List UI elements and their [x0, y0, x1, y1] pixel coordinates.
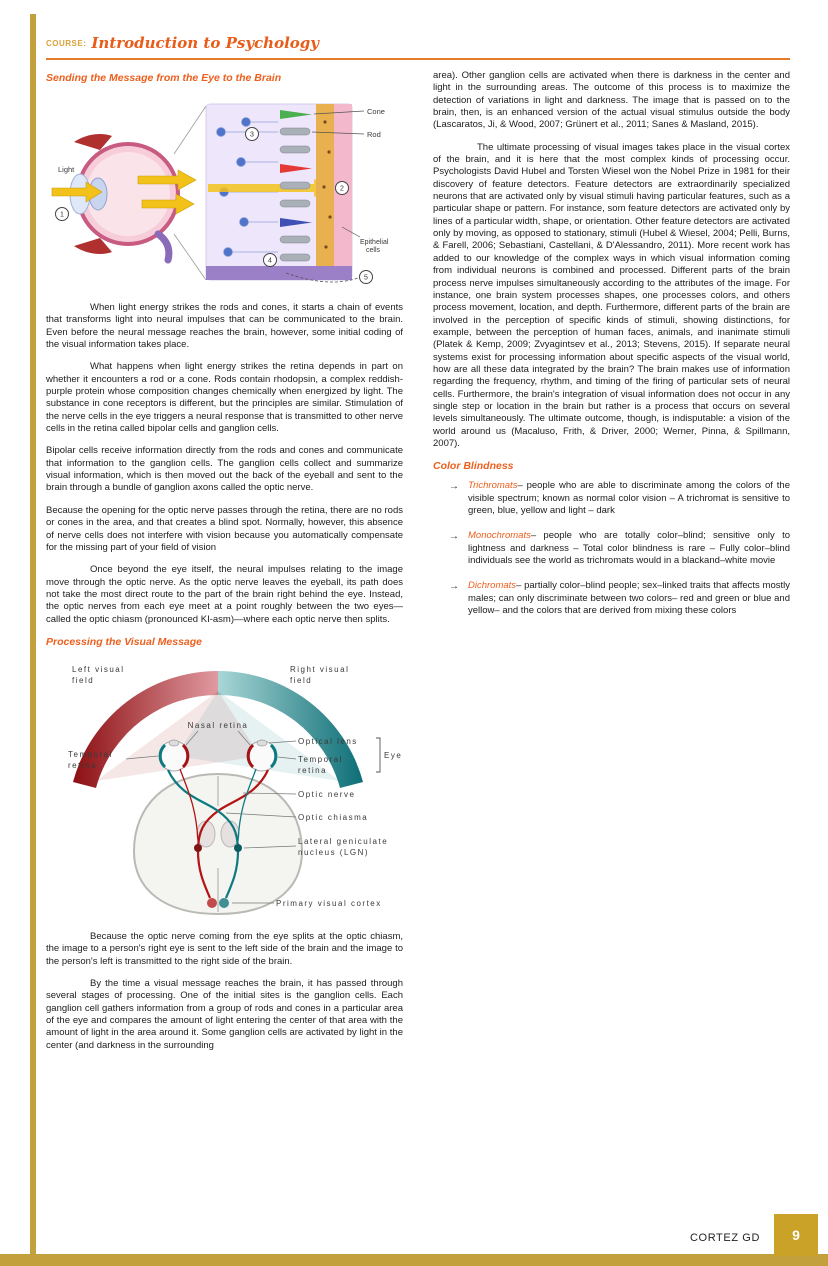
- step-2-badge: [336, 182, 349, 195]
- paragraph: Because the opening for the optic nerve passes through the retina, there are no rods or cones in the area, and that creates a blind spot. Normally, however, this absence of nerve cells does not interfere with vision because you automatically compensate for the missing part of your field of vision: [46, 504, 403, 553]
- visual-cortex-left: [207, 898, 217, 908]
- arrow-bullet-icon: →: [449, 581, 459, 593]
- label-left-visual-field-1: Left visual: [72, 664, 125, 674]
- zoom-line-bottom: [174, 234, 206, 280]
- label-optic-chiasma: Optic chiasma: [298, 812, 369, 822]
- label-temporal-right-2: retina: [298, 765, 328, 775]
- epithelial-band: [316, 104, 334, 280]
- paragraph: Bipolar cells receive information directly from the rods and cones and communicate that information to the ganglion cells. The ganglion cells collect and summarize visual information, which is then moved out the back of the eyeball and sent to the brain through a bundle of ganglion axons called the optic nerve.: [46, 445, 403, 494]
- arrow-bullet-icon: →: [449, 481, 459, 493]
- figure-label-light: Light: [58, 165, 75, 174]
- section-heading-processing: Processing the Visual Message: [46, 635, 203, 648]
- figure-label-epithelial-1: Epithelial: [360, 239, 389, 246]
- course-label: COURSE:: [46, 39, 87, 48]
- figure-eye-retina: [46, 92, 403, 292]
- right-eye: [247, 740, 277, 771]
- list-item-text: [468, 530, 790, 567]
- label-optic-nerve: Optic nerve: [298, 789, 356, 799]
- zoom-line-top: [174, 106, 206, 154]
- optic-nerve-stub: [158, 234, 169, 260]
- step-4-badge: [264, 254, 277, 267]
- gold-bottom-rule: [0, 1254, 828, 1266]
- definition-text: – people who are able to discriminate among the colors of the visible spectrum; known as normal color vision – A trichromat is sensitive to green, blue, yellow and light – dark: [468, 480, 790, 516]
- definition-text: – partially color–blind people; sex–linked traits that affects mostly males; can only discriminate between two colors– red and green or blue and yellow– and the colors that are derived from mixing these colors: [468, 580, 790, 617]
- label-optical-lens: Optical lens: [298, 736, 358, 746]
- lgn-left: [194, 844, 202, 852]
- right-column: [433, 70, 790, 1062]
- svg-text:3: 3: [250, 131, 254, 139]
- page-number: 9: [792, 1227, 800, 1243]
- list-item-text: [468, 580, 790, 617]
- list-item-text: [468, 480, 790, 517]
- page-number-badge: [774, 1214, 818, 1256]
- eye-retina-diagram: [46, 92, 402, 292]
- section-heading-color-blindness: Color Blindness: [433, 460, 514, 473]
- label-primary-visual-cortex: Primary visual cortex: [276, 898, 382, 908]
- svg-text:5: 5: [364, 274, 368, 282]
- svg-text:1: 1: [60, 211, 64, 219]
- brain-outline: [134, 774, 302, 914]
- paragraph: What happens when light energy strikes the retina depends in part on whether it encounters a rod or a cone. Rods contain rhodopsin, a complex reddish-purple protein whose composition changes chemically when energized by light. The substance in cone receptors is different, but the principles are similar. Stimulation of the nerve cells in the eye triggers a neural response that is transmitted to other nerve cells in the retina called bipolar cells and ganglion cells.: [46, 361, 403, 435]
- list-item: [433, 580, 790, 617]
- figure-label-cone: Cone: [367, 107, 385, 116]
- svg-text:4: 4: [268, 257, 272, 265]
- retina-zoom-panel: [206, 104, 352, 280]
- eye-bracket: [376, 738, 380, 772]
- list-item: [433, 480, 790, 517]
- visual-pathway-diagram: [46, 656, 402, 921]
- definition-text: – people who are totally color–blind; sensitive only to lightness and darkness – Total color blindness is rare – Fully color–blind individuals see the world as trichromats would in a blackand–white movie: [468, 530, 790, 567]
- paragraph: By the time a visual message reaches the brain, it has passed through several stages of processing. One of the initial sites is the ganglion cells. Each ganglion cell gathers information from a group of rods and cones in a particular area of the eye and compares the amount of light entering the center of that area with the amount of light in the area around it. Some ganglion cells are activated by light in the center (and darkness in the surrounding: [46, 977, 403, 1051]
- step-3-badge: [246, 128, 259, 141]
- page-header: [46, 34, 790, 60]
- step-1-badge: [56, 208, 69, 221]
- label-temporal-left-2: retina: [68, 760, 98, 770]
- footer-author: CORTEZ GD: [690, 1232, 760, 1244]
- left-column: [46, 70, 403, 1062]
- lgn-right: [234, 844, 242, 852]
- paragraph: area). Other ganglion cells are activated when there is darkness in the center and light in the surrounding areas. The outcome of this process is to maximize the detection of variations in light and darkness. The image that is passed on to the brain, then, is an enhanced version of the actual visual stimulus outside the body (Lascaratos, Ji, & Wood, 2007; Grünert et al., 2011; Sanes & Masland, 2015).: [433, 70, 790, 131]
- label-lgn-2: nucleus (LGN): [298, 847, 370, 857]
- figure-label-rod: Rod: [367, 130, 381, 139]
- arrow-bullet-icon: →: [449, 531, 459, 543]
- figure-visual-pathway: [46, 656, 403, 921]
- step-5-badge: [360, 271, 373, 284]
- label-right-visual-field-1: Right visual: [290, 664, 350, 674]
- content-columns: [46, 70, 790, 1062]
- term-dichromats: Dichromats: [468, 580, 517, 592]
- label-lgn-1: Lateral geniculate: [298, 836, 389, 846]
- section-heading-eye-to-brain: Sending the Message from the Eye to the Brain: [46, 72, 282, 84]
- visual-cortex-right: [219, 898, 229, 908]
- term-monochromats: Monochromats: [468, 530, 531, 542]
- nerve-fiber-band: [206, 266, 352, 280]
- label-nasal-retina: Nasal retina: [187, 720, 249, 730]
- photoreceptor-layer: [280, 110, 312, 261]
- list-item: [433, 530, 790, 567]
- course-title: Introduction to Psychology: [91, 34, 319, 52]
- label-left-visual-field-2: field: [72, 675, 95, 685]
- paragraph: The ultimate processing of visual images takes place in the visual cortex of the brain, and it is here that the most complex kinds of processing occur. Psychologists David Hubel and Torsten Wiesel won the Nobel Prize in 1981 for their discovery of feature detectors. Feature detectors are extraordinarily specialized neurons that are activated only by visual stimuli having particular features, such as a particular shape or pattern. For instance, som feature detectors are activated only by lines of a particular width, shape, or orientation. Other feature detectors are activated only by moving, as opposed to stationary, stimuli (Hubel & Wiesel, 2004; Pelli, Burns, & Farell, 2006; Sebastiani, Castellani, & D'Alessandro, 2011). More recent work has added to our knowledge of the complex ways in which visual information coming from individual neurons is combined and processed. Different parts of the brain process nerve impulses simultaneously according to the attributes of the image. For instance, one brain system processes shapes, one processes colors, and others process movement, location, and depth. Furthermore, different parts of the brain are involved in the perception of specific kinds of stimuli, showing distinctions, for example, between the perception of human faces, animals, and inanimate stimuli (Platek & Kemp, 2009; Zvyagintsev et al., 2013; Stevens, 2015). If separate neural systems exist for processing information about specific aspects of the visual world, how are all these data integrated by the brain? The brain makes use of information regarding the frequency, rhythm, and timing of the firing of particular sets of neural cells. Furthermore, the brain's integration of visual information does not occur in any single step or location in the brain but rather is a process that occurs on several levels simultaneously. The ultimate outcome, though, is indisputable: a vision of the world around us (Macaluso, Frith, & Driver, 2000; Werner, Pinna, & Spillmann, 2007).: [433, 141, 790, 449]
- color-blindness-list: [433, 480, 790, 617]
- gold-left-rule: [30, 14, 36, 1254]
- label-eye: Eye: [384, 750, 402, 760]
- svg-text:2: 2: [340, 185, 344, 193]
- paragraph: Once beyond the eye itself, the neural impulses relating to the image move through the optic nerve. As the optic nerve leaves the eyeball, its path does not take the most direct route to the part of the brain right behind the eye. Instead, the optic nerves from each eye meet at a point roughly between the two eyes—called the optic chiasm (pronounced KI-asm)—where each optic nerve then splits.: [46, 564, 403, 625]
- label-right-visual-field-2: field: [290, 675, 313, 685]
- label-temporal-right-1: Temporal: [298, 754, 343, 764]
- label-temporal-left-1: Temporal: [68, 749, 113, 759]
- left-eye: [159, 740, 189, 771]
- term-trichromats: Trichromats: [468, 480, 518, 492]
- paragraph: When light energy strikes the rods and cones, it starts a chain of events that transforms light into neural impulses that can be communicated to the brain. Even before the neural message reaches the brain, however, some initial coding of the visual information takes place.: [46, 302, 403, 351]
- figure-label-epithelial-2: cells: [366, 247, 381, 254]
- paragraph: Because the optic nerve coming from the eye splits at the optic chiasm, the image to a person's right eye is sent to the left side of the brain and the image to the person's left is transmitted to the right side of the brain.: [46, 930, 403, 967]
